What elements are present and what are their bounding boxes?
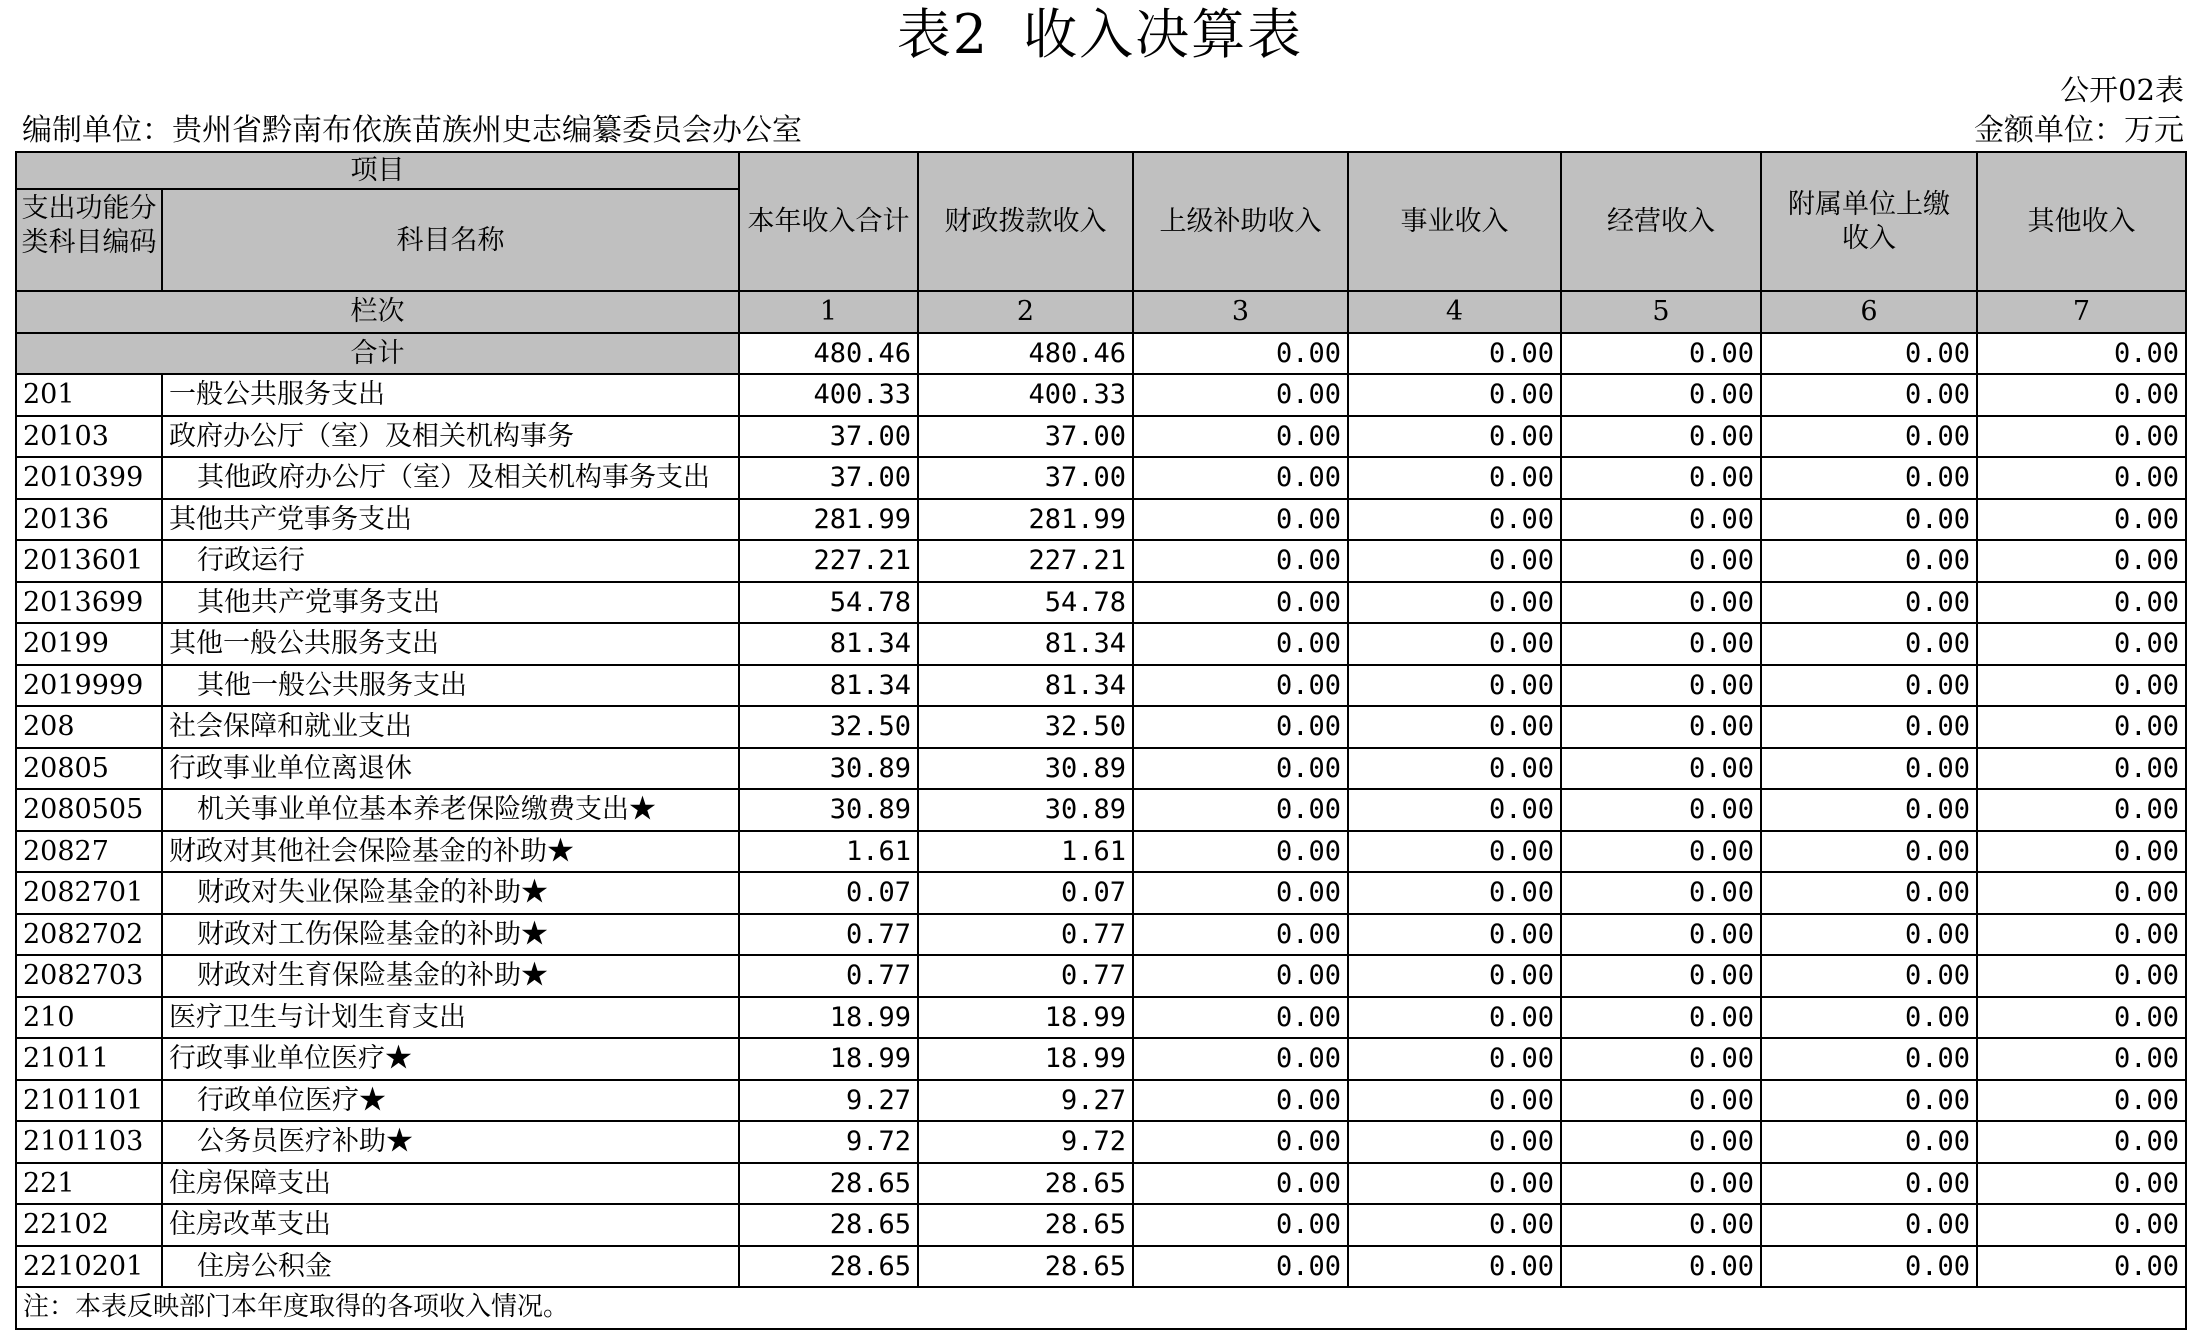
row-code: 2080505: [16, 789, 162, 831]
row-value-6: 0.00: [1761, 582, 1977, 624]
row-value-7: 0.00: [1977, 1246, 2186, 1288]
compiling-unit: 编制单位：贵州省黔南布依族苗族州史志编纂委员会办公室: [22, 113, 802, 148]
row-code: 2019999: [16, 665, 162, 707]
total-value-7: 0.00: [1977, 333, 2186, 375]
row-value-5: 0.00: [1561, 955, 1761, 997]
header-row-1: [16, 152, 2186, 189]
table-row: [16, 665, 2186, 707]
row-value-6: 0.00: [1761, 1246, 1977, 1288]
row-value-3: 0.00: [1133, 997, 1348, 1039]
row-value-6: 0.00: [1761, 1121, 1977, 1163]
row-code: 22102: [16, 1204, 162, 1246]
row-value-2: 0.77: [918, 914, 1133, 956]
row-value-4: 0.00: [1348, 1080, 1561, 1122]
row-value-2: 28.65: [918, 1163, 1133, 1205]
row-name: 行政运行: [162, 540, 739, 582]
row-value-5: 0.00: [1561, 997, 1761, 1039]
row-value-2: 28.65: [918, 1246, 1133, 1288]
row-name: 财政对其他社会保险基金的补助★: [162, 831, 739, 873]
row-name: 政府办公厅（室）及相关机构事务: [162, 416, 739, 458]
row-value-7: 0.00: [1977, 831, 2186, 873]
row-value-4: 0.00: [1348, 374, 1561, 416]
col-operating-income-header: 经营收入: [1561, 152, 1761, 291]
row-name: 机关事业单位基本养老保险缴费支出★: [162, 789, 739, 831]
row-value-5: 0.00: [1561, 1121, 1761, 1163]
row-value-4: 0.00: [1348, 706, 1561, 748]
row-value-6: 0.00: [1761, 748, 1977, 790]
row-value-5: 0.00: [1561, 374, 1761, 416]
row-value-3: 0.00: [1133, 955, 1348, 997]
column-index-3: 3: [1133, 291, 1348, 333]
row-value-2: 9.72: [918, 1121, 1133, 1163]
row-value-4: 0.00: [1348, 997, 1561, 1039]
table-row: [16, 540, 2186, 582]
row-value-7: 0.00: [1977, 997, 2186, 1039]
row-name: 财政对失业保险基金的补助★: [162, 872, 739, 914]
row-value-4: 0.00: [1348, 1121, 1561, 1163]
row-value-2: 37.00: [918, 416, 1133, 458]
row-value-6: 0.00: [1761, 374, 1977, 416]
row-value-5: 0.00: [1561, 457, 1761, 499]
row-value-4: 0.00: [1348, 955, 1561, 997]
row-value-6: 0.00: [1761, 706, 1977, 748]
row-value-6: 0.00: [1761, 665, 1977, 707]
row-code: 2082702: [16, 914, 162, 956]
row-value-4: 0.00: [1348, 1038, 1561, 1080]
row-value-1: 18.99: [739, 997, 918, 1039]
row-value-1: 227.21: [739, 540, 918, 582]
row-name: 其他政府办公厅（室）及相关机构事务支出: [162, 457, 739, 499]
row-code: 221: [16, 1163, 162, 1205]
row-value-1: 18.99: [739, 1038, 918, 1080]
row-value-1: 37.00: [739, 457, 918, 499]
row-value-1: 0.77: [739, 914, 918, 956]
row-value-3: 0.00: [1133, 499, 1348, 541]
row-name: 一般公共服务支出: [162, 374, 739, 416]
row-value-1: 81.34: [739, 623, 918, 665]
table-row: [16, 748, 2186, 790]
row-value-3: 0.00: [1133, 748, 1348, 790]
row-value-7: 0.00: [1977, 914, 2186, 956]
total-value-2: 480.46: [918, 333, 1133, 375]
row-value-6: 0.00: [1761, 499, 1977, 541]
row-value-2: 0.07: [918, 872, 1133, 914]
row-value-4: 0.00: [1348, 1163, 1561, 1205]
row-value-6: 0.00: [1761, 914, 1977, 956]
row-value-3: 0.00: [1133, 789, 1348, 831]
row-value-4: 0.00: [1348, 623, 1561, 665]
total-value-6: 0.00: [1761, 333, 1977, 375]
row-code: 2013699: [16, 582, 162, 624]
row-value-3: 0.00: [1133, 623, 1348, 665]
row-value-7: 0.00: [1977, 789, 2186, 831]
form-code: 公开02表: [2060, 73, 2184, 107]
row-value-2: 81.34: [918, 665, 1133, 707]
row-value-4: 0.00: [1348, 540, 1561, 582]
row-code: 20805: [16, 748, 162, 790]
row-value-5: 0.00: [1561, 540, 1761, 582]
row-value-1: 28.65: [739, 1204, 918, 1246]
row-value-1: 81.34: [739, 665, 918, 707]
row-value-7: 0.00: [1977, 540, 2186, 582]
row-value-2: 227.21: [918, 540, 1133, 582]
row-value-3: 0.00: [1133, 457, 1348, 499]
row-value-5: 0.00: [1561, 789, 1761, 831]
row-value-7: 0.00: [1977, 457, 2186, 499]
row-value-7: 0.00: [1977, 1204, 2186, 1246]
row-value-1: 0.77: [739, 955, 918, 997]
col-other-income-header: 其他收入: [1977, 152, 2186, 291]
row-value-4: 0.00: [1348, 457, 1561, 499]
title-table-name: 收入决算表: [1023, 3, 1304, 66]
row-code: 21011: [16, 1038, 162, 1080]
column-index-6: 6: [1761, 291, 1977, 333]
row-value-6: 0.00: [1761, 997, 1977, 1039]
row-code: 2013601: [16, 540, 162, 582]
col-affiliated-unit-header: 附属单位上缴收入: [1761, 152, 1977, 291]
column-index-row: [16, 291, 2186, 333]
row-value-7: 0.00: [1977, 706, 2186, 748]
row-value-1: 30.89: [739, 748, 918, 790]
table-row: [16, 997, 2186, 1039]
row-value-1: 32.50: [739, 706, 918, 748]
row-value-3: 0.00: [1133, 416, 1348, 458]
row-code: 2082703: [16, 955, 162, 997]
total-label: 合计: [16, 333, 739, 375]
row-value-5: 0.00: [1561, 1038, 1761, 1080]
row-value-6: 0.00: [1761, 831, 1977, 873]
table-row: [16, 416, 2186, 458]
row-value-1: 54.78: [739, 582, 918, 624]
row-value-4: 0.00: [1348, 582, 1561, 624]
row-value-1: 9.72: [739, 1121, 918, 1163]
row-value-5: 0.00: [1561, 665, 1761, 707]
table-row: [16, 374, 2186, 416]
row-value-2: 37.00: [918, 457, 1133, 499]
row-value-3: 0.00: [1133, 872, 1348, 914]
row-value-3: 0.00: [1133, 374, 1348, 416]
column-index-5: 5: [1561, 291, 1761, 333]
row-value-5: 0.00: [1561, 1204, 1761, 1246]
row-value-7: 0.00: [1977, 623, 2186, 665]
row-name: 住房公积金: [162, 1246, 739, 1288]
row-value-7: 0.00: [1977, 582, 2186, 624]
code-header: 支出功能分类科目编码: [16, 189, 162, 291]
col-total-income-header: 本年收入合计: [739, 152, 918, 291]
row-value-6: 0.00: [1761, 1080, 1977, 1122]
row-value-2: 9.27: [918, 1080, 1133, 1122]
row-value-6: 0.00: [1761, 623, 1977, 665]
row-value-6: 0.00: [1761, 540, 1977, 582]
row-value-4: 0.00: [1348, 1246, 1561, 1288]
row-value-7: 0.00: [1977, 1163, 2186, 1205]
table-row: [16, 1246, 2186, 1288]
table-row: [16, 1038, 2186, 1080]
total-row: [16, 333, 2186, 375]
table-row: [16, 831, 2186, 873]
project-header: 项目: [16, 152, 739, 189]
row-value-5: 0.00: [1561, 872, 1761, 914]
row-value-3: 0.00: [1133, 914, 1348, 956]
row-name: 其他一般公共服务支出: [162, 623, 739, 665]
row-value-4: 0.00: [1348, 416, 1561, 458]
table-note: 注：本表反映部门本年度取得的各项收入情况。: [16, 1287, 2186, 1329]
amount-unit: 金额单位：万元: [1974, 113, 2184, 148]
table-row: [16, 623, 2186, 665]
row-name: 行政单位医疗★: [162, 1080, 739, 1122]
row-code: 20136: [16, 499, 162, 541]
total-value-4: 0.00: [1348, 333, 1561, 375]
table-row: [16, 582, 2186, 624]
row-value-6: 0.00: [1761, 1163, 1977, 1205]
row-value-3: 0.00: [1133, 1038, 1348, 1080]
row-value-5: 0.00: [1561, 1080, 1761, 1122]
row-value-3: 0.00: [1133, 706, 1348, 748]
column-index-1: 1: [739, 291, 918, 333]
row-name: 财政对生育保险基金的补助★: [162, 955, 739, 997]
row-value-5: 0.00: [1561, 416, 1761, 458]
row-code: 201: [16, 374, 162, 416]
row-value-2: 32.50: [918, 706, 1133, 748]
row-value-2: 30.89: [918, 748, 1133, 790]
row-value-7: 0.00: [1977, 872, 2186, 914]
table-row: [16, 499, 2186, 541]
row-code: 2210201: [16, 1246, 162, 1288]
column-index-4: 4: [1348, 291, 1561, 333]
report-title: [0, 0, 2200, 70]
row-value-3: 0.00: [1133, 831, 1348, 873]
row-value-2: 0.77: [918, 955, 1133, 997]
row-value-4: 0.00: [1348, 665, 1561, 707]
table-row: [16, 706, 2186, 748]
row-value-1: 28.65: [739, 1163, 918, 1205]
column-index-2: 2: [918, 291, 1133, 333]
row-value-2: 81.34: [918, 623, 1133, 665]
title-table-number: 表2: [896, 3, 990, 66]
row-code: 20827: [16, 831, 162, 873]
row-value-7: 0.00: [1977, 1080, 2186, 1122]
row-value-4: 0.00: [1348, 831, 1561, 873]
row-name: 社会保障和就业支出: [162, 706, 739, 748]
row-value-1: 400.33: [739, 374, 918, 416]
table-row: [16, 1121, 2186, 1163]
row-value-2: 18.99: [918, 1038, 1133, 1080]
column-index-label: 栏次: [16, 291, 739, 333]
row-value-5: 0.00: [1561, 623, 1761, 665]
total-value-5: 0.00: [1561, 333, 1761, 375]
row-value-2: 28.65: [918, 1204, 1133, 1246]
col-business-income-header: 事业收入: [1348, 152, 1561, 291]
row-value-2: 18.99: [918, 997, 1133, 1039]
row-value-7: 0.00: [1977, 955, 2186, 997]
row-name: 其他共产党事务支出: [162, 499, 739, 541]
row-value-3: 0.00: [1133, 582, 1348, 624]
row-value-2: 1.61: [918, 831, 1133, 873]
note-row: [16, 1287, 2186, 1329]
row-value-5: 0.00: [1561, 582, 1761, 624]
row-value-7: 0.00: [1977, 374, 2186, 416]
row-name: 住房保障支出: [162, 1163, 739, 1205]
row-value-7: 0.00: [1977, 1038, 2186, 1080]
row-value-5: 0.00: [1561, 1246, 1761, 1288]
row-code: 2101101: [16, 1080, 162, 1122]
row-value-1: 1.61: [739, 831, 918, 873]
row-code: 2082701: [16, 872, 162, 914]
row-value-2: 400.33: [918, 374, 1133, 416]
row-value-7: 0.00: [1977, 416, 2186, 458]
row-value-2: 281.99: [918, 499, 1133, 541]
col-fiscal-appropriation-header: 财政拨款收入: [918, 152, 1133, 291]
row-value-1: 281.99: [739, 499, 918, 541]
table-row: [16, 872, 2186, 914]
row-value-1: 28.65: [739, 1246, 918, 1288]
table-row: [16, 457, 2186, 499]
row-value-3: 0.00: [1133, 1204, 1348, 1246]
row-name: 医疗卫生与计划生育支出: [162, 997, 739, 1039]
row-value-7: 0.00: [1977, 1121, 2186, 1163]
row-value-6: 0.00: [1761, 1038, 1977, 1080]
row-value-6: 0.00: [1761, 955, 1977, 997]
row-name: 其他共产党事务支出: [162, 582, 739, 624]
row-value-4: 0.00: [1348, 748, 1561, 790]
row-value-2: 30.89: [918, 789, 1133, 831]
row-value-6: 0.00: [1761, 872, 1977, 914]
row-name: 公务员医疗补助★: [162, 1121, 739, 1163]
row-code: 2010399: [16, 457, 162, 499]
row-value-6: 0.00: [1761, 457, 1977, 499]
row-code: 20199: [16, 623, 162, 665]
row-value-5: 0.00: [1561, 748, 1761, 790]
row-value-4: 0.00: [1348, 499, 1561, 541]
row-name: 财政对工伤保险基金的补助★: [162, 914, 739, 956]
income-statement-table: [15, 151, 2187, 1330]
row-name: 其他一般公共服务支出: [162, 665, 739, 707]
row-value-3: 0.00: [1133, 665, 1348, 707]
row-name: 住房改革支出: [162, 1204, 739, 1246]
row-value-1: 37.00: [739, 416, 918, 458]
table-row: [16, 955, 2186, 997]
row-value-3: 0.00: [1133, 1163, 1348, 1205]
row-value-7: 0.00: [1977, 748, 2186, 790]
name-header: 科目名称: [162, 189, 739, 291]
row-value-5: 0.00: [1561, 706, 1761, 748]
row-value-6: 0.00: [1761, 1204, 1977, 1246]
row-value-6: 0.00: [1761, 789, 1977, 831]
col-superior-subsidy-header: 上级补助收入: [1133, 152, 1348, 291]
row-code: 208: [16, 706, 162, 748]
row-value-1: 0.07: [739, 872, 918, 914]
row-value-2: 54.78: [918, 582, 1133, 624]
row-value-4: 0.00: [1348, 1204, 1561, 1246]
row-value-4: 0.00: [1348, 872, 1561, 914]
row-code: 210: [16, 997, 162, 1039]
row-name: 行政事业单位医疗★: [162, 1038, 739, 1080]
row-value-4: 0.00: [1348, 914, 1561, 956]
row-code: 20103: [16, 416, 162, 458]
row-value-3: 0.00: [1133, 540, 1348, 582]
total-value-3: 0.00: [1133, 333, 1348, 375]
table-row: [16, 914, 2186, 956]
row-value-6: 0.00: [1761, 416, 1977, 458]
row-name: 行政事业单位离退休: [162, 748, 739, 790]
column-index-7: 7: [1977, 291, 2186, 333]
table-row: [16, 789, 2186, 831]
row-value-3: 0.00: [1133, 1121, 1348, 1163]
row-value-5: 0.00: [1561, 831, 1761, 873]
row-value-5: 0.00: [1561, 914, 1761, 956]
row-value-4: 0.00: [1348, 789, 1561, 831]
row-value-3: 0.00: [1133, 1246, 1348, 1288]
row-value-7: 0.00: [1977, 499, 2186, 541]
table-row: [16, 1204, 2186, 1246]
row-value-7: 0.00: [1977, 665, 2186, 707]
total-value-1: 480.46: [739, 333, 918, 375]
row-value-5: 0.00: [1561, 499, 1761, 541]
table-row: [16, 1080, 2186, 1122]
row-value-3: 0.00: [1133, 1080, 1348, 1122]
row-value-5: 0.00: [1561, 1163, 1761, 1205]
table-row: [16, 1163, 2186, 1205]
row-value-1: 9.27: [739, 1080, 918, 1122]
row-value-1: 30.89: [739, 789, 918, 831]
row-code: 2101103: [16, 1121, 162, 1163]
